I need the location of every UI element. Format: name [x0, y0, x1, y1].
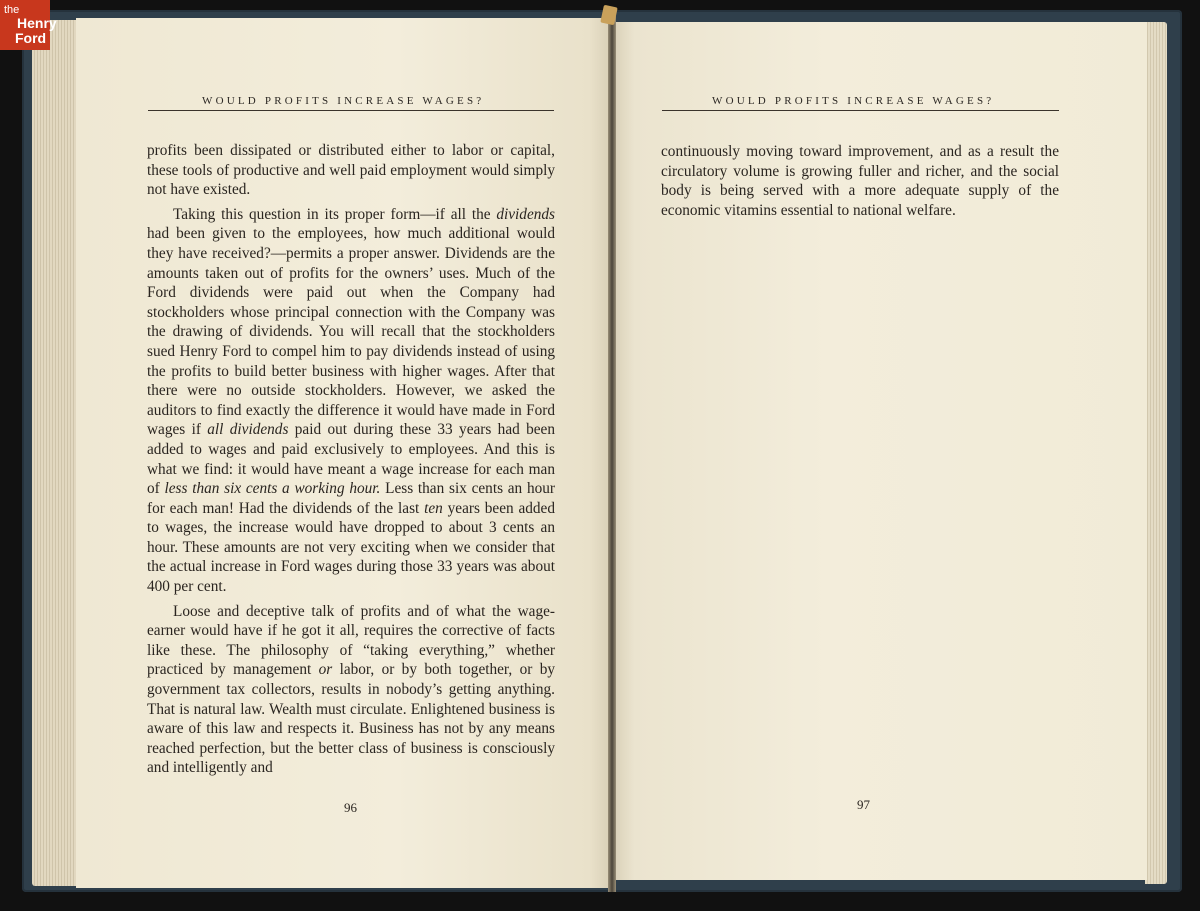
text-run: Loose and deceptive talk of profits and of what the wage-earner would have if he got it all, requires the corrective of facts like these. The philosophy of “taking everything,” whether practiced by management — [147, 602, 555, 679]
paragraph — [661, 142, 1059, 220]
text-run: continuously moving toward improvement, and as a result the circulatory volume is growing fuller and richer, and the social body is being served with a more adequate supply of the economic vitamins essential to national welfare. — [661, 143, 1059, 219]
logo-text-the: the — [4, 4, 20, 16]
page-edges-right — [1145, 22, 1167, 884]
page-edges-left — [32, 20, 80, 886]
logo-text-ford: Ford — [15, 30, 47, 46]
text-run: profits been dissipated or distributed either to labor or capital, these tools of productive and well paid employment would simply not have existed. — [147, 142, 555, 199]
left-body-text — [147, 141, 555, 778]
italic-text: ten — [424, 499, 443, 517]
italic-text: less than six cents a working hour. — [164, 480, 381, 498]
right-body-text — [661, 142, 1059, 220]
right-running-head: WOULD PROFITS INCREASE WAGES? — [712, 95, 995, 107]
page-number-left: 96 — [344, 800, 357, 815]
italic-text: all dividends — [207, 421, 289, 439]
italic-text: dividends — [496, 205, 555, 223]
text-run: Less than six cents an hour for each man! Had the dividends of the last — [147, 480, 555, 517]
text-run: had been given to the employees, how much additional would they have received?—permits a proper answer. Dividends are the amounts taken out of profits for the owners’ uses. Much of the Ford dividends were paid out when the Company had stockholders whose principal connection with the Company was the drawing of dividends. You will recall that the stockholders sued Henry Ford to compel him to pay dividends instead of using the profits to build better business with higher wages. After that there were no outside stockholders. However, we asked the auditors to find exactly the difference it would have made in Ford wages if — [147, 225, 555, 439]
logo-text-henry: Henry — [17, 15, 57, 31]
paragraph — [147, 602, 555, 778]
left-running-head: WOULD PROFITS INCREASE WAGES? — [202, 95, 485, 107]
text-run: paid out during these 33 years had been added to wages and paid exclusively to employees. And this is what we find: it would have meant a wage increase for each man of — [147, 421, 555, 498]
henry-ford-logo — [0, 0, 57, 50]
text-run: labor, or by both together, or by government tax collectors, results in nobody’s getting anything. That is natural law. Wealth must circulate. Enlightened business is aware of this law and respects it. Business has not by any means reached perfection, but the better class of business is consciously and intelligently and — [147, 661, 556, 777]
right-header-rule — [662, 110, 1059, 111]
italic-text: or — [318, 661, 333, 679]
text-run: Taking this question in its proper form—if all the — [173, 205, 497, 223]
text-run: years been added to wages, the increase would have dropped to about 3 cents an hour. These amounts are not very exciting when we consider that the actual increase in Ford wages during those 33 years was about 400 per cent. — [147, 499, 555, 596]
paragraph — [147, 141, 555, 200]
left-header-rule — [148, 110, 554, 111]
page-number-right: 97 — [857, 797, 870, 812]
paragraph — [147, 205, 555, 597]
book-gutter — [608, 10, 616, 892]
